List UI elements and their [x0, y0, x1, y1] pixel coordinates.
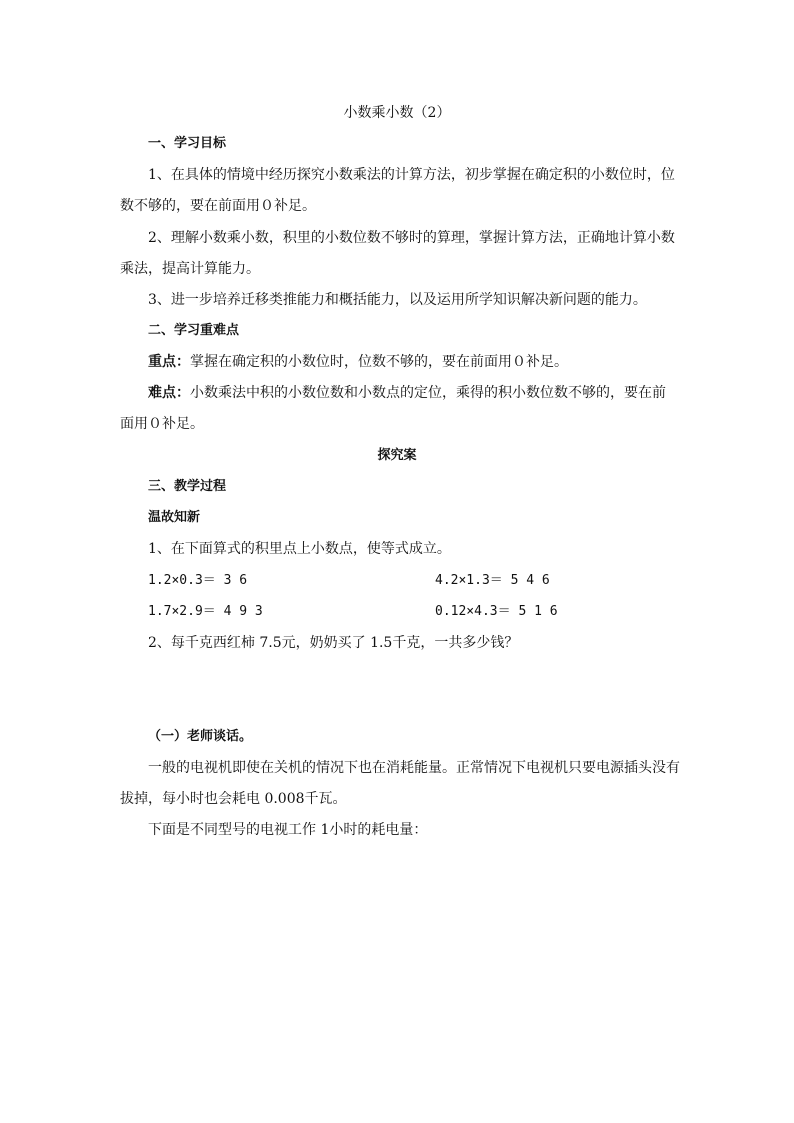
equation-1: 1.2×0.3＝ 3 6 — [148, 573, 248, 588]
tv-consumption-intro: 下面是不同型号的电视工作 1小时的耗电量： — [148, 822, 428, 838]
subheading-review: 温故知新 — [148, 510, 201, 525]
page-title: 小数乘小数（2） — [343, 105, 451, 121]
goal-1-line-2: 数不够的，要在前面用０补足。 — [120, 198, 316, 214]
tv-paragraph-line-1: 一般的电视机即使在关机的情况下也在消耗能量。正常情况下电视机只要电源插头没有 — [148, 760, 680, 776]
equation-4: 0.12×4.3＝ 5 1 6 — [435, 604, 558, 619]
heading-teaching-process: 三、教学过程 — [148, 479, 227, 494]
difficulty-line-2: 面用０补足。 — [120, 416, 204, 432]
goal-3: 3、进一步培养迁移类推能力和概括能力，以及运用所学知识解决新问题的能力。 — [148, 292, 647, 308]
explore-title: 探究案 — [377, 448, 417, 463]
goal-2-line-1: 2、理解小数乘小数，积里的小数位数不够时的算理，掌握计算方法，正确地计算小数 — [148, 230, 675, 246]
heading-key-points: 二、学习重难点 — [148, 323, 240, 338]
heading-teacher-talk: （一）老师谈话。 — [148, 729, 253, 744]
equation-2: 4.2×1.3＝ 5 4 6 — [435, 573, 550, 588]
key-point-label: 重点： — [148, 354, 190, 370]
difficulty-text: 小数乘法中积的小数位数和小数点的定位，乘得的积小数位数不够的，要在前 — [190, 385, 666, 401]
key-point-text: 掌握在确定积的小数位时，位数不够的，要在前面用０补足。 — [190, 354, 568, 370]
question-1: 1、在下面算式的积里点上小数点，使等式成立。 — [148, 541, 451, 557]
equation-3: 1.7×2.9＝ 4 9 3 — [148, 604, 263, 619]
heading-learning-goals: 一、学习目标 — [148, 136, 227, 151]
difficulty-line-1 — [148, 383, 666, 403]
goal-2-line-2: 乘法，提高计算能力。 — [120, 261, 260, 277]
goal-1-line-1: 1、在具体的情境中经历探究小数乘法的计算方法，初步掌握在确定积的小数位时，位 — [148, 167, 675, 183]
tv-paragraph-line-2: 拔掉，每小时也会耗电 0.008千瓦。 — [120, 791, 347, 807]
question-2: 2、每千克西红柿 7.5元，奶奶买了 1.5千克，一共多少钱？ — [148, 635, 519, 651]
difficulty-label: 难点： — [148, 385, 190, 401]
key-point — [148, 352, 568, 372]
